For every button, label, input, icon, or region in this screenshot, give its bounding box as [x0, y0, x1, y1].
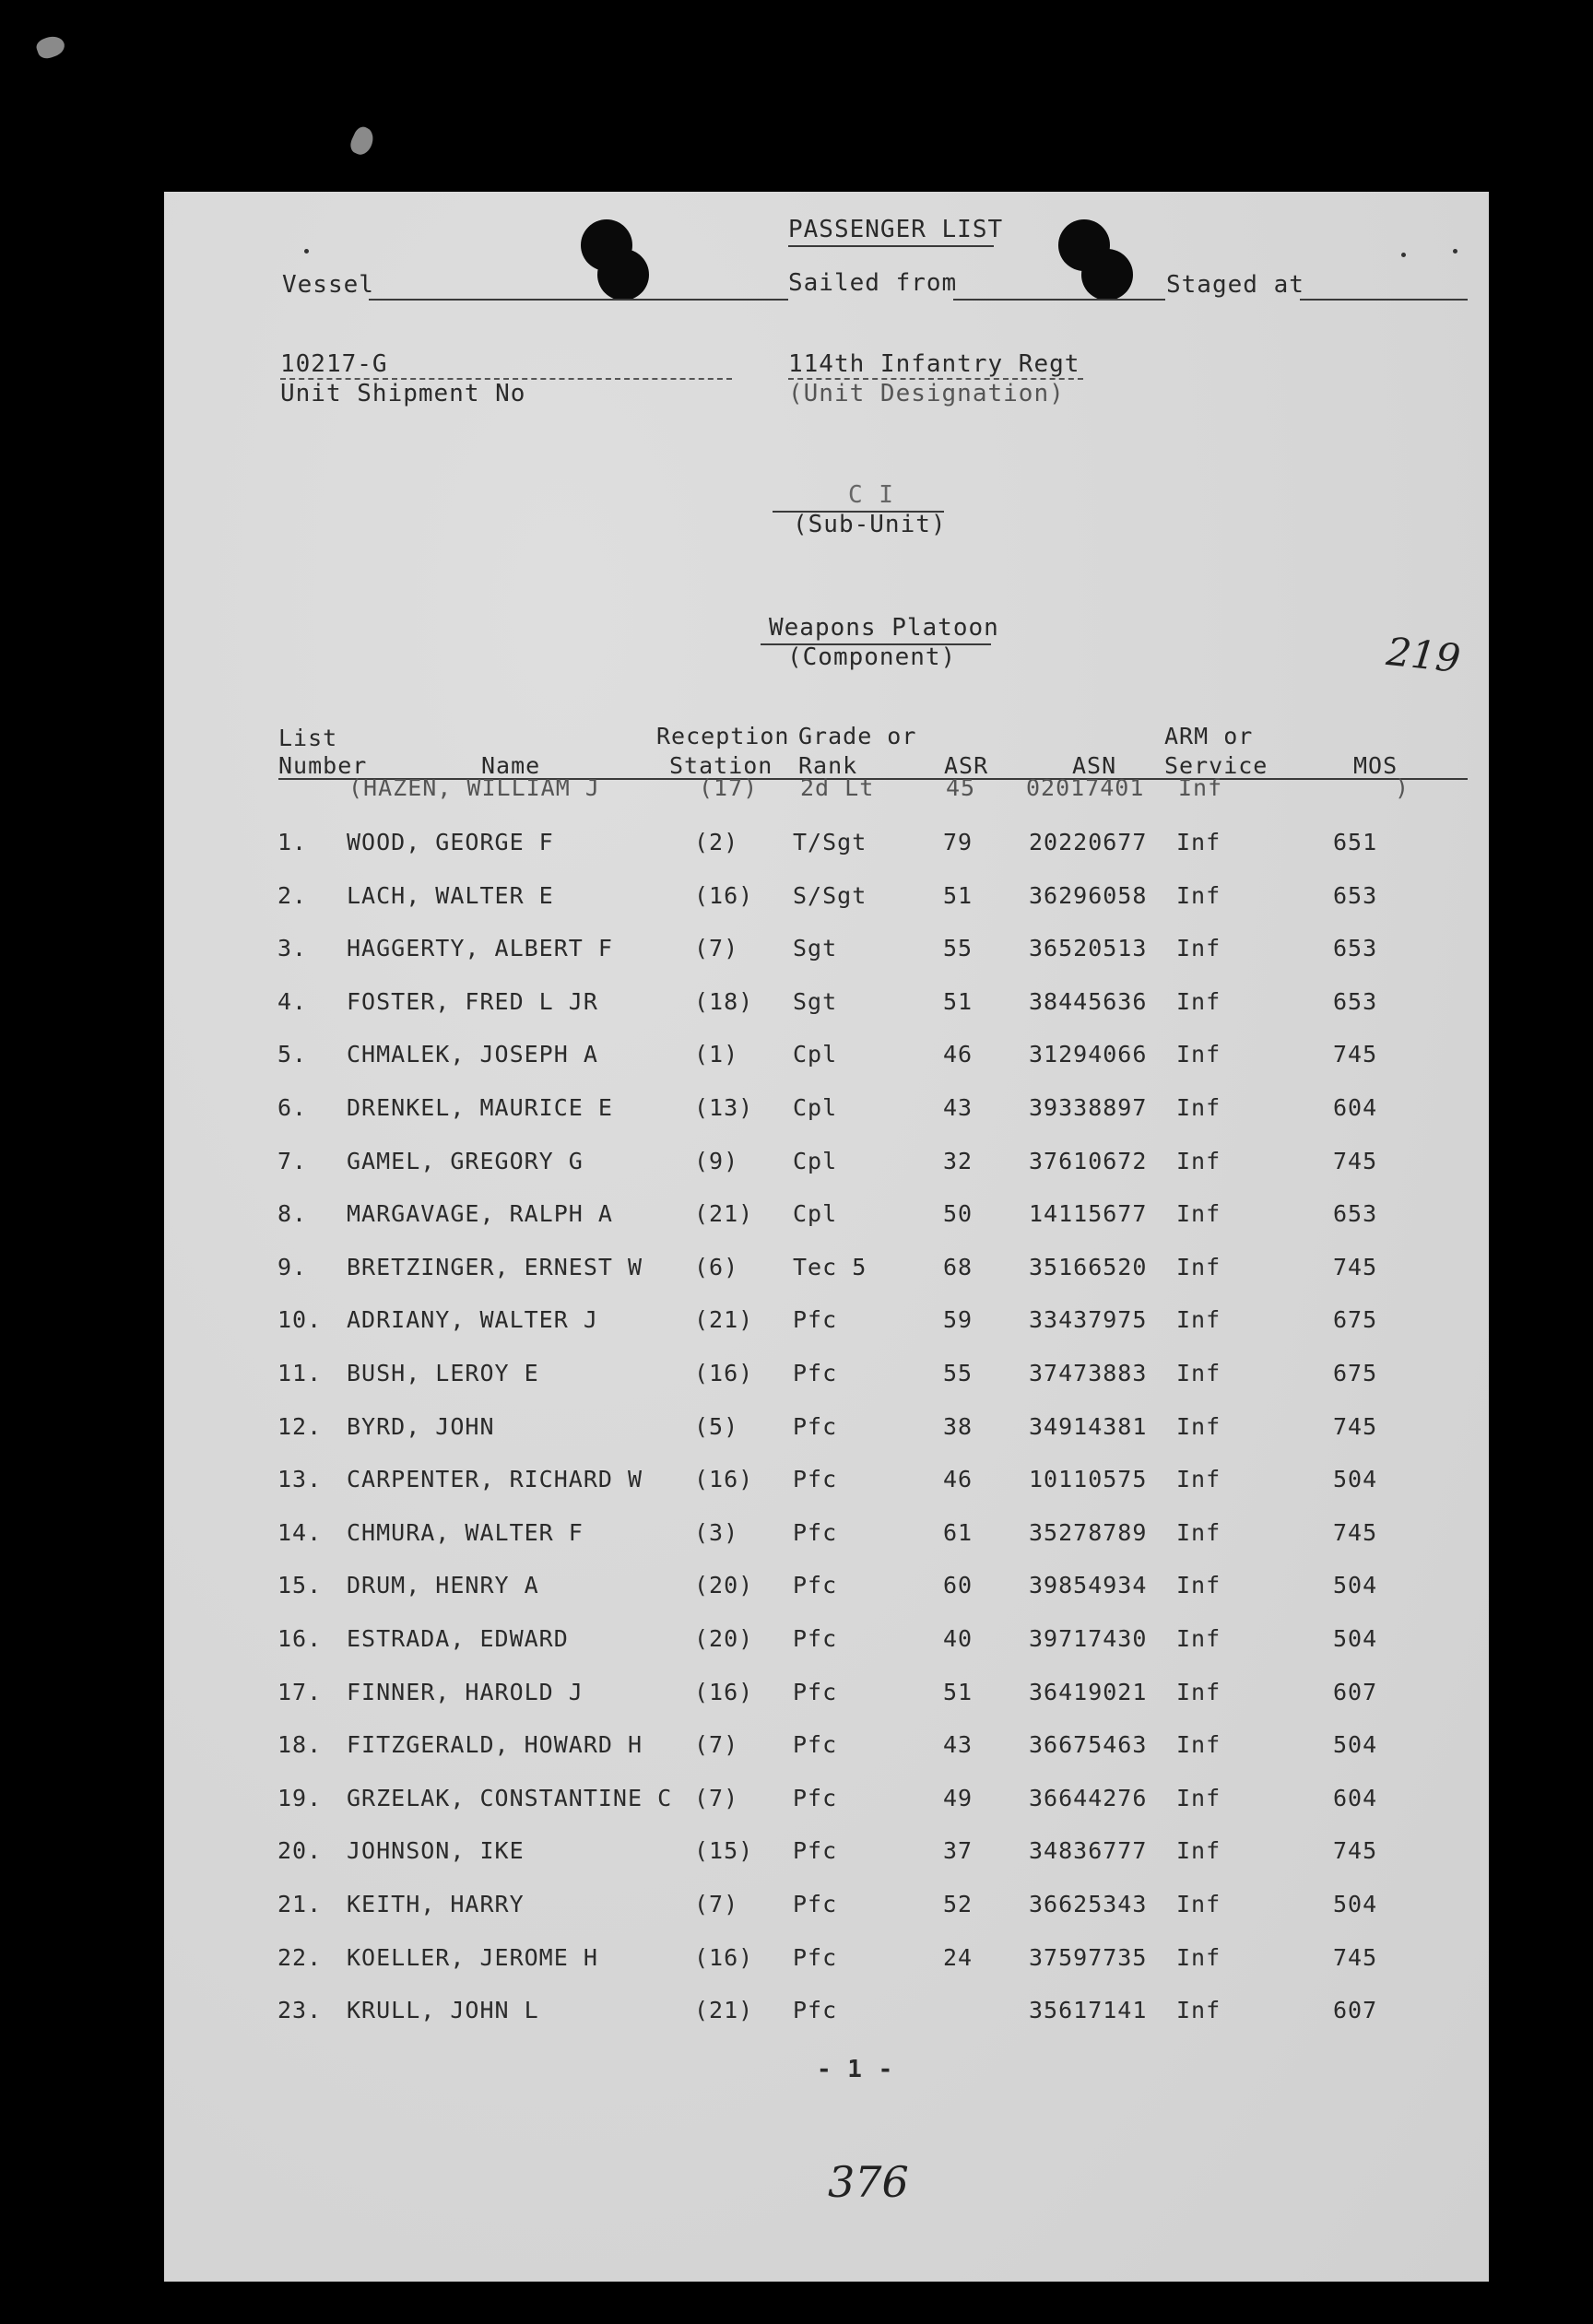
row-arm: Inf	[1176, 1412, 1221, 1440]
unit-designation-value: 114th Infantry Regt	[788, 350, 1080, 378]
row-station: (21)	[694, 1306, 754, 1334]
row-number: 3.	[277, 935, 308, 962]
row-asr: 46	[943, 1466, 974, 1493]
punch-hole	[597, 249, 649, 301]
row-asn: 35278789	[1029, 1518, 1148, 1546]
col-header-arm-or: ARM or	[1164, 723, 1254, 749]
row-asr: 43	[943, 1094, 974, 1121]
table-row	[164, 1625, 1489, 1657]
row-name: KRULL, JOHN L	[347, 1997, 539, 2024]
row-grade: Pfc	[793, 1678, 838, 1705]
row-grade: Pfc	[793, 1837, 838, 1865]
component-label: (Component)	[787, 643, 957, 671]
row-mos: 607	[1333, 1997, 1378, 2024]
table-row	[164, 1997, 1489, 2028]
row-asn: 36419021	[1029, 1678, 1148, 1705]
unit-shipment-value: 10217-G	[280, 350, 388, 378]
unit-designation-label: (Unit Designation)	[788, 380, 1065, 407]
row-grade: Cpl	[793, 1041, 838, 1068]
row-name: BRETZINGER, ERNEST W	[347, 1253, 643, 1280]
row-number: 23.	[277, 1997, 323, 2024]
row-number: 11.	[277, 1360, 323, 1386]
row-asr: 52	[943, 1891, 974, 1917]
row-grade: Cpl	[793, 1147, 838, 1174]
row-name: JOHNSON, IKE	[347, 1837, 525, 1865]
row-asn: 37597735	[1029, 1943, 1148, 1971]
row-arm: Inf	[1176, 1891, 1221, 1917]
row-asr: 68	[943, 1253, 974, 1280]
row-station: (7)	[694, 935, 739, 962]
row-number: 5.	[277, 1041, 308, 1068]
row-arm: Inf	[1176, 829, 1221, 855]
table-row	[164, 1519, 1489, 1551]
table-row	[164, 1731, 1489, 1763]
row-name: GRZELAK, CONSTANTINE C	[347, 1784, 673, 1811]
table-row	[164, 935, 1489, 966]
row-number: 17.	[277, 1678, 323, 1705]
component-value: Weapons Platoon	[769, 614, 999, 642]
row-mos: 745	[1333, 1147, 1378, 1174]
sailed-from-label: Sailed from	[788, 269, 958, 297]
row-name: KEITH, HARRY	[347, 1891, 525, 1917]
row-mos: 653	[1333, 935, 1378, 962]
col-header-rank: Rank	[798, 752, 858, 779]
table-row	[164, 1306, 1489, 1338]
col-header-station: Station	[669, 752, 773, 779]
row-mos: 607	[1333, 1678, 1378, 1705]
table-row	[164, 829, 1489, 860]
row-asr: 50	[943, 1200, 974, 1228]
col-header-asr: ASR	[944, 752, 989, 779]
row-name: ESTRADA, EDWARD	[347, 1625, 569, 1652]
row-arm: Inf	[1176, 1466, 1221, 1493]
row-station: (20)	[694, 1625, 754, 1652]
vessel-field-line	[369, 299, 788, 301]
row-mos: 745	[1333, 1518, 1378, 1546]
row-mos: 675	[1333, 1360, 1378, 1386]
row-arm: Inf	[1176, 1147, 1221, 1174]
row-name: KOELLER, JEROME H	[347, 1943, 598, 1971]
table-row	[164, 1679, 1489, 1710]
row-asn: 34914381	[1029, 1412, 1148, 1440]
row-asn: 36644276	[1029, 1784, 1148, 1811]
row-asn: 37473883	[1029, 1360, 1148, 1386]
table-row	[164, 1200, 1489, 1232]
row-name: BUSH, LEROY E	[347, 1360, 539, 1386]
row-number: 4.	[277, 987, 308, 1015]
row-number: 8.	[277, 1200, 308, 1228]
row-name: WOOD, GEORGE F	[347, 829, 554, 855]
dot-mark	[1453, 249, 1457, 254]
title-underline	[788, 245, 994, 247]
row-station: (16)	[694, 1466, 754, 1493]
row-name: FINNER, HAROLD J	[347, 1678, 584, 1705]
row-station: (18)	[694, 987, 754, 1015]
table-row	[164, 1094, 1489, 1126]
row-station: (7)	[694, 1731, 739, 1759]
row-mos: 504	[1333, 1625, 1378, 1652]
row-grade: Cpl	[793, 1200, 838, 1228]
row-arm: Inf	[1176, 935, 1221, 962]
table-row	[164, 1041, 1489, 1072]
row-arm: Inf	[1176, 1306, 1221, 1334]
table-row	[164, 1466, 1489, 1497]
row-station: (15)	[694, 1837, 754, 1865]
row-grade: Pfc	[793, 1891, 838, 1917]
row-grade: Pfc	[793, 1997, 838, 2024]
row-asr: 37	[943, 1837, 974, 1865]
officer-grade: 2d Lt	[800, 774, 875, 801]
officer-asr: 45	[946, 774, 976, 801]
row-grade: Sgt	[793, 935, 838, 962]
row-asn: 14115677	[1029, 1200, 1148, 1228]
row-mos: 745	[1333, 1943, 1378, 1971]
sub-unit-value: C I	[848, 481, 894, 509]
row-asr: 46	[943, 1041, 974, 1068]
row-arm: Inf	[1176, 987, 1221, 1015]
col-header-grade-or: Grade or	[798, 723, 917, 749]
row-station: (21)	[694, 1997, 754, 2024]
table-row	[164, 988, 1489, 1020]
row-asn: 39717430	[1029, 1625, 1148, 1652]
row-number: 19.	[277, 1784, 323, 1811]
table-row	[164, 1837, 1489, 1869]
row-grade: Pfc	[793, 1572, 838, 1599]
col-header-reception: Reception	[656, 723, 790, 749]
row-asr: 79	[943, 829, 974, 855]
row-number: 9.	[277, 1253, 308, 1280]
row-number: 20.	[277, 1837, 323, 1865]
row-asr: 55	[943, 935, 974, 962]
col-header-list: List	[278, 725, 338, 751]
row-asr: 51	[943, 881, 974, 909]
row-number: 18.	[277, 1731, 323, 1759]
row-asn: 39854934	[1029, 1572, 1148, 1599]
row-asr: 49	[943, 1784, 974, 1811]
row-name: GAMEL, GREGORY G	[347, 1147, 584, 1174]
table-row	[164, 1785, 1489, 1816]
row-station: (9)	[694, 1147, 739, 1174]
row-asr: 32	[943, 1147, 974, 1174]
row-number: 14.	[277, 1518, 323, 1546]
row-mos: 653	[1333, 987, 1378, 1015]
row-asr: 24	[943, 1943, 974, 1971]
row-station: (16)	[694, 1678, 754, 1705]
row-mos: 745	[1333, 1837, 1378, 1865]
row-station: (2)	[694, 829, 739, 855]
row-asr: 38	[943, 1412, 974, 1440]
row-grade: Pfc	[793, 1784, 838, 1811]
row-mos: 653	[1333, 881, 1378, 909]
row-mos: 504	[1333, 1466, 1378, 1493]
vessel-label: Vessel	[282, 271, 374, 299]
row-station: (5)	[694, 1412, 739, 1440]
table-row	[164, 1254, 1489, 1285]
punch-hole	[1081, 249, 1133, 301]
row-station: (13)	[694, 1094, 754, 1121]
row-asn: 36675463	[1029, 1731, 1148, 1759]
row-name: LACH, WALTER E	[347, 881, 554, 909]
page-title: PASSENGER LIST	[788, 216, 1004, 243]
row-name: DRUM, HENRY A	[347, 1572, 539, 1599]
row-number: 10.	[277, 1306, 323, 1334]
row-asr: 59	[943, 1306, 974, 1334]
row-asn: 36520513	[1029, 935, 1148, 962]
officer-station: (17)	[699, 774, 759, 801]
table-row	[164, 1413, 1489, 1445]
table-row	[164, 1944, 1489, 1976]
row-arm: Inf	[1176, 881, 1221, 909]
row-asn: 20220677	[1029, 829, 1148, 855]
row-asr: 40	[943, 1625, 974, 1652]
row-station: (21)	[694, 1200, 754, 1228]
row-arm: Inf	[1176, 1518, 1221, 1546]
officer-close-paren: )	[1395, 774, 1410, 801]
stamped-page-number: 219	[1384, 628, 1463, 682]
row-asn: 33437975	[1029, 1306, 1148, 1334]
row-asn: 31294066	[1029, 1041, 1148, 1068]
row-name: CARPENTER, RICHARD W	[347, 1466, 643, 1493]
row-station: (16)	[694, 1943, 754, 1971]
row-mos: 504	[1333, 1891, 1378, 1917]
row-mos: 745	[1333, 1412, 1378, 1440]
dot-mark	[304, 249, 309, 254]
row-arm: Inf	[1176, 1041, 1221, 1068]
row-mos: 675	[1333, 1306, 1378, 1334]
row-station: (7)	[694, 1784, 739, 1811]
row-mos: 745	[1333, 1041, 1378, 1068]
row-asn: 34836777	[1029, 1837, 1148, 1865]
row-grade: Cpl	[793, 1094, 838, 1121]
row-number: 6.	[277, 1094, 308, 1121]
row-grade: Pfc	[793, 1412, 838, 1440]
row-asr: 61	[943, 1518, 974, 1546]
table-row	[164, 1148, 1489, 1179]
row-name: HAGGERTY, ALBERT F	[347, 935, 613, 962]
row-grade: Sgt	[793, 987, 838, 1015]
staged-at-label: Staged at	[1166, 271, 1304, 299]
row-number: 12.	[277, 1412, 323, 1440]
table-row	[164, 1572, 1489, 1603]
row-arm: Inf	[1176, 1625, 1221, 1652]
row-number: 22.	[277, 1943, 323, 1971]
row-station: (20)	[694, 1572, 754, 1599]
unit-shipment-label: Unit Shipment No	[280, 380, 526, 407]
staged-at-field-line	[1300, 299, 1468, 301]
row-asr: 55	[943, 1360, 974, 1386]
row-name: CHMALEK, JOSEPH A	[347, 1041, 598, 1068]
row-grade: Pfc	[793, 1518, 838, 1546]
col-header-mos: MOS	[1353, 752, 1398, 779]
row-arm: Inf	[1176, 1253, 1221, 1280]
row-station: (3)	[694, 1518, 739, 1546]
officer-row	[164, 774, 1489, 806]
col-header-service: Service	[1164, 752, 1268, 779]
row-grade: Pfc	[793, 1466, 838, 1493]
row-arm: Inf	[1176, 1731, 1221, 1759]
row-mos: 604	[1333, 1094, 1378, 1121]
officer-asn: 02017401	[1026, 774, 1145, 801]
row-name: CHMURA, WALTER F	[347, 1518, 584, 1546]
row-arm: Inf	[1176, 1094, 1221, 1121]
row-asr: 60	[943, 1572, 974, 1599]
row-arm: Inf	[1176, 1943, 1221, 1971]
table-row	[164, 1891, 1489, 1922]
col-header-asn: ASN	[1072, 752, 1117, 779]
row-asr: 51	[943, 987, 974, 1015]
row-asn: 35166520	[1029, 1253, 1148, 1280]
row-arm: Inf	[1176, 1572, 1221, 1599]
passenger-list-page	[164, 192, 1489, 2282]
page-number: - 1 -	[817, 2056, 894, 2083]
officer-arm: Inf	[1178, 774, 1223, 801]
row-asn: 35617141	[1029, 1997, 1148, 2024]
row-name: BYRD, JOHN	[347, 1412, 495, 1440]
col-header-name: Name	[481, 752, 541, 779]
col-header-number: Number	[278, 752, 368, 779]
row-name: FITZGERALD, HOWARD H	[347, 1731, 643, 1759]
row-asn: 10110575	[1029, 1466, 1148, 1493]
row-grade: Pfc	[793, 1306, 838, 1334]
row-asn: 38445636	[1029, 987, 1148, 1015]
row-asn: 36625343	[1029, 1891, 1148, 1917]
row-name: FOSTER, FRED L JR	[347, 987, 598, 1015]
row-number: 16.	[277, 1625, 323, 1652]
row-mos: 653	[1333, 1200, 1378, 1228]
row-mos: 504	[1333, 1572, 1378, 1599]
row-grade: S/Sgt	[793, 881, 867, 909]
row-name: MARGAVAGE, RALPH A	[347, 1200, 613, 1228]
row-mos: 604	[1333, 1784, 1378, 1811]
row-mos: 504	[1333, 1731, 1378, 1759]
row-station: (16)	[694, 1360, 754, 1386]
row-arm: Inf	[1176, 1837, 1221, 1865]
row-mos: 651	[1333, 829, 1378, 855]
row-grade: Pfc	[793, 1625, 838, 1652]
row-grade: Pfc	[793, 1943, 838, 1971]
sub-unit-label: (Sub-Unit)	[793, 511, 947, 538]
row-number: 21.	[277, 1891, 323, 1917]
row-asr: 51	[943, 1678, 974, 1705]
row-name: ADRIANY, WALTER J	[347, 1306, 598, 1334]
row-grade: Tec 5	[793, 1253, 867, 1280]
row-grade: T/Sgt	[793, 829, 867, 855]
row-number: 1.	[277, 829, 308, 855]
handwritten-number: 376	[828, 2157, 909, 2207]
row-asr: 43	[943, 1731, 974, 1759]
row-mos: 745	[1333, 1253, 1378, 1280]
row-number: 2.	[277, 881, 308, 909]
dot-mark	[1401, 253, 1406, 257]
row-station: (16)	[694, 881, 754, 909]
row-arm: Inf	[1176, 1360, 1221, 1386]
row-arm: Inf	[1176, 1784, 1221, 1811]
row-asn: 36296058	[1029, 881, 1148, 909]
row-name: DRENKEL, MAURICE E	[347, 1094, 613, 1121]
table-row	[164, 882, 1489, 914]
sailed-from-field-line	[953, 299, 1165, 301]
row-station: (6)	[694, 1253, 739, 1280]
row-grade: Pfc	[793, 1360, 838, 1386]
row-asn: 39338897	[1029, 1094, 1148, 1121]
row-asn: 37610672	[1029, 1147, 1148, 1174]
row-number: 7.	[277, 1147, 308, 1174]
row-number: 15.	[277, 1572, 323, 1599]
row-grade: Pfc	[793, 1731, 838, 1759]
row-arm: Inf	[1176, 1200, 1221, 1228]
row-station: (7)	[694, 1891, 739, 1917]
officer-name: (HAZEN, WILLIAM J	[348, 774, 600, 801]
debris-speck	[34, 33, 67, 62]
row-arm: Inf	[1176, 1997, 1221, 2024]
row-number: 13.	[277, 1466, 323, 1493]
table-row	[164, 1360, 1489, 1391]
debris-speck	[348, 124, 378, 158]
row-station: (1)	[694, 1041, 739, 1068]
row-arm: Inf	[1176, 1678, 1221, 1705]
